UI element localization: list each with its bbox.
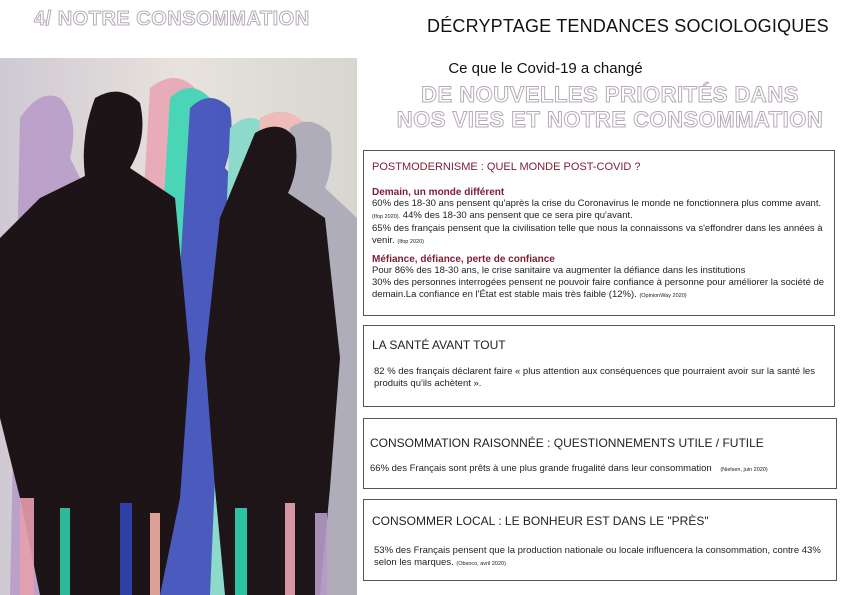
postmodernism-subheading-2: Méfiance, défiance, perte de confiance bbox=[372, 254, 555, 265]
reasoned-consumption-box bbox=[363, 418, 837, 489]
local-consumption-text bbox=[372, 545, 828, 570]
local-consumption-title: CONSOMMER LOCAL : LE BONHEUR EST DANS LE "PRÈS" bbox=[372, 514, 709, 528]
postmodernism-box bbox=[363, 150, 835, 316]
source-nielsen: (Nielsen, juin 2020) bbox=[720, 467, 768, 473]
stat-86-percent: Pour 86% des 18-30 ans, le crise sanitaire va augmenter la défiance dans les institutions bbox=[372, 265, 746, 276]
health-box bbox=[363, 325, 835, 407]
stat-30-percent: 30% des personnes interrogées pensent ne pouvoir faire confiance à personne pour améliorer la société de demain.La confiance en l'État est stable mais très faible (12%). bbox=[372, 277, 825, 300]
stat-66-percent: 66% des Français sont prêts à une plus grande frugalité dans leur consommation bbox=[370, 463, 712, 474]
silhouettes-illustration bbox=[0, 58, 357, 595]
health-text: 82 % des français déclarent faire « plus attention aux conséquences que pourraient avoir sur la santé les produits qu'ils achètent ». bbox=[374, 366, 815, 389]
postmodernism-title: POSTMODERNISME : QUEL MONDE POST-COVID ? bbox=[372, 161, 641, 173]
stat-60-percent: 60% des 18-30 ans pensent qu'après la crise du Coronavirus le monde ne fonctionnera plus comme avant. bbox=[372, 198, 822, 209]
source-ifop: (Ifop 2020). bbox=[372, 214, 401, 220]
stat-65-percent: 65% des français pensent que la civilisation telle que nous la connaissons va s'effondrer dans les années à venir. bbox=[372, 223, 823, 246]
source-ifop-2: (Ifop 2020) bbox=[397, 239, 424, 245]
postmodernism-subheading-1: Demain, un monde différent bbox=[372, 187, 505, 198]
reasoned-consumption-text bbox=[370, 463, 830, 476]
source-opinionway: (OpinionWay 2020) bbox=[639, 293, 687, 299]
source-obsoco: (Obsoco, avril 2020) bbox=[456, 561, 506, 567]
headline-line-2: NOS VIES ET NOTRE CONSOMMATION bbox=[396, 107, 824, 132]
stat-53-percent: 53% des Français pensent que la production nationale ou locale influencera la consommation, contre 43% selon les marques. bbox=[374, 545, 821, 568]
postmodernism-paragraph-1 bbox=[372, 198, 826, 223]
subtitle: Ce que le Covid-19 a changé bbox=[448, 60, 643, 77]
reasoned-consumption-title: CONSOMMATION RAISONNÉE : QUESTIONNEMENTS UTILE / FUTILE bbox=[370, 436, 764, 450]
section-title: 4/ NOTRE CONSOMMATION bbox=[34, 8, 310, 30]
silhouettes-photo bbox=[0, 58, 357, 595]
page-title: DÉCRYPTAGE TENDANCES SOCIOLOGIQUES bbox=[427, 16, 829, 36]
health-title: LA SANTÉ AVANT TOUT bbox=[372, 338, 506, 352]
stat-44-percent: 44% des 18-30 ans pensent que ce sera pire qu'avant. bbox=[402, 210, 633, 221]
postmodernism-paragraph-3 bbox=[372, 277, 826, 302]
postmodernism-paragraph-2 bbox=[372, 223, 826, 248]
headline-line-1: DE NOUVELLES PRIORITÉS DANS bbox=[421, 82, 799, 107]
local-consumption-box bbox=[363, 499, 837, 581]
